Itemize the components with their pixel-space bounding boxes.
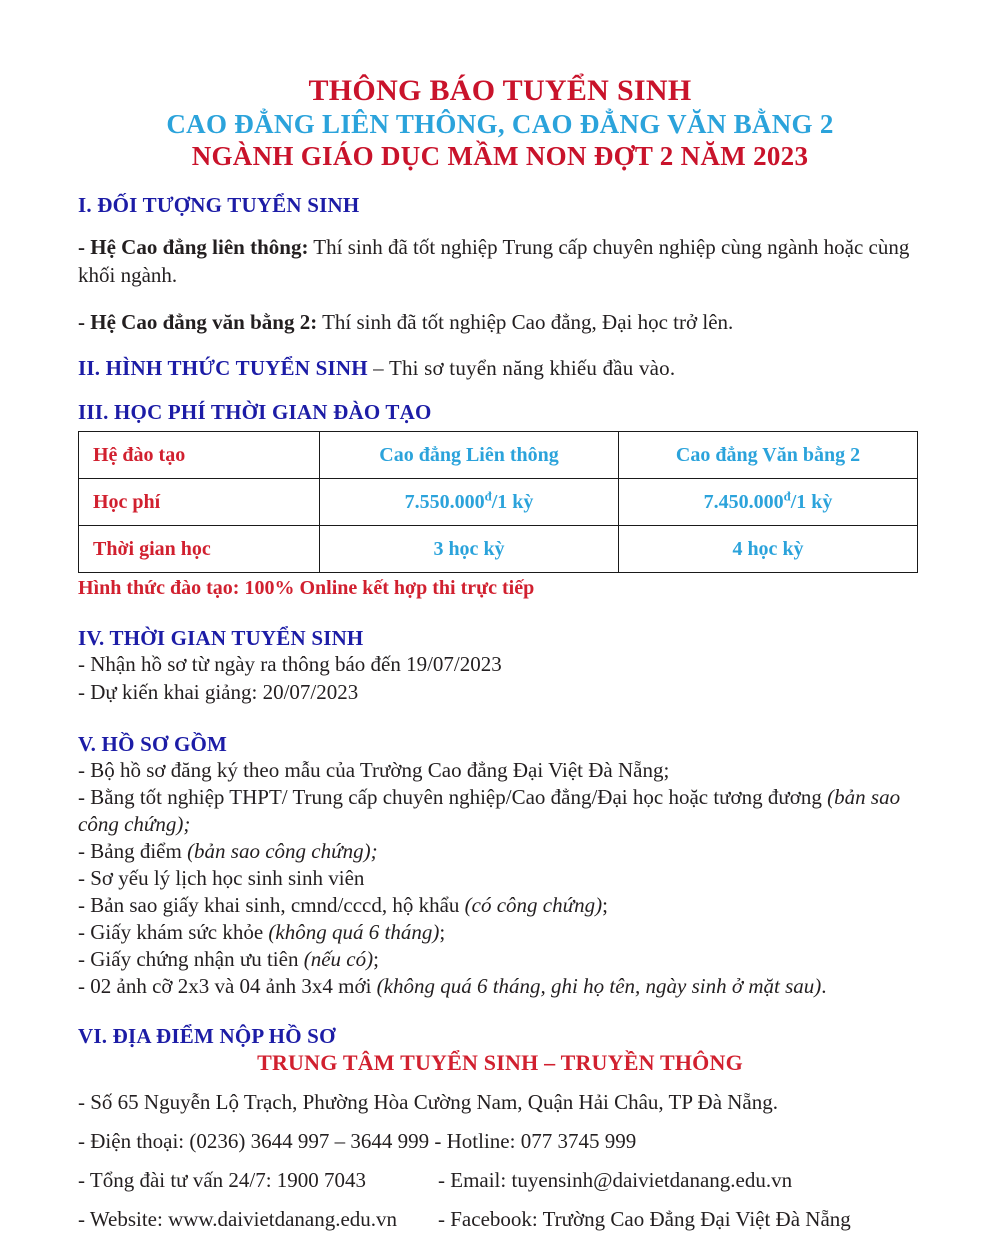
list-item-text: - Giấy khám sức khỏe	[78, 920, 269, 945]
fee-amount-1: 7.550.000	[404, 490, 485, 513]
table-cell-program-2: Cao đẳng Văn bằng 2	[619, 432, 918, 479]
list-item	[78, 757, 922, 784]
list-item	[78, 946, 922, 973]
section-1-item-2-label: - Hệ Cao đẳng văn bằng 2:	[78, 309, 318, 334]
section-3-heading: III. HỌC PHÍ THỜI GIAN ĐÀO TẠO	[78, 400, 432, 425]
list-item-note: (không quá 6 tháng)	[268, 920, 440, 945]
section-6-heading: VI. ĐỊA ĐIỂM NỘP HỒ SƠ	[78, 1024, 336, 1049]
fee-suffix-2: /1 kỳ	[790, 490, 833, 513]
section-4-line-1: - Nhận hồ sơ từ ngày ra thông báo đến 19/07/2023	[78, 652, 502, 677]
section-1-item-1	[78, 234, 922, 290]
list-item-text: - Bảng điểm	[78, 838, 188, 863]
title-line-3: NGÀNH GIÁO DỤC MẦM NON ĐỢT 2 NĂM 2023	[191, 140, 809, 171]
list-item-note: (nếu có)	[303, 947, 374, 972]
list-item	[78, 838, 922, 865]
list-item-text: - Giấy chứng nhận ưu tiên	[78, 947, 304, 972]
list-item-text: - 02 ảnh cỡ 2x3 và 04 ảnh 3x4 mới	[78, 974, 377, 999]
tuition-table	[78, 431, 918, 573]
section-4-line-2: - Dự kiến khai giảng: 20/07/2023	[78, 679, 359, 704]
contact-row-website-facebook	[78, 1207, 922, 1232]
section-1-item-2	[78, 309, 922, 337]
section-5-heading: V. HỒ SƠ GỒM	[78, 731, 228, 756]
table-cell-label: Thời gian học	[79, 526, 320, 573]
fee-amount-2: 7.450.000	[703, 490, 784, 513]
list-item-note: (bản sao công chứng);	[187, 838, 378, 863]
table-cell-fee-1	[320, 479, 619, 526]
list-item-tail: ;	[439, 920, 446, 945]
table-row	[79, 526, 918, 573]
table-cell-fee-2	[619, 479, 918, 526]
list-item-tail: ;	[602, 893, 608, 918]
list-item-text: - Bằng tốt nghiệp THPT/ Trung cấp chuyên nghiệp/Cao đẳng/Đại học hoặc tương đương	[78, 784, 828, 809]
list-item-note: (bản sao công chứng);	[78, 784, 901, 836]
table-cell-duration-1: 3 học kỳ	[320, 526, 619, 573]
currency-symbol-2: đ	[783, 489, 791, 504]
section-4-heading: IV. THỜI GIAN TUYỂN SINH	[78, 626, 364, 651]
section-1-item-2-text: Thí sinh đã tốt nghiệp Cao đẳng, Đại học trở lên.	[317, 309, 734, 334]
title-line-2: CAO ĐẲNG LIÊN THÔNG, CAO ĐẲNG VĂN BẰNG 2	[166, 109, 834, 140]
website-line: - Website: www.daivietdanang.edu.vn	[78, 1207, 398, 1232]
section-2-heading-tail: – Thi sơ tuyển năng khiếu đầu vào.	[367, 356, 676, 381]
list-item	[78, 784, 922, 838]
list-item-tail: ;	[373, 947, 379, 972]
table-cell-duration-2: 4 học kỳ	[619, 526, 918, 573]
list-item-note: (có công chứng)	[464, 893, 603, 918]
address-line: - Số 65 Nguyễn Lộ Trạch, Phường Hòa Cường Nam, Quận Hải Châu, TP Đà Nẵng.	[78, 1090, 779, 1115]
title-line-1: THÔNG BÁO TUYỂN SINH	[308, 74, 692, 107]
table-cell-program-1: Cao đẳng Liên thông	[320, 432, 619, 479]
document-title	[78, 0, 922, 172]
phone-line: - Điện thoại: (0236) 3644 997 – 3644 999 - Hotline: 077 3745 999	[78, 1129, 637, 1154]
table-cell-label: Hệ đào tạo	[79, 432, 320, 479]
section-2-heading-label: II. HÌNH THỨC TUYỂN SINH	[78, 356, 368, 381]
list-item	[78, 919, 922, 946]
section-2-heading	[78, 356, 922, 381]
table-cell-label: Học phí	[79, 479, 320, 526]
list-item	[78, 973, 922, 1000]
facebook-line: - Facebook: Trường Cao Đẳng Đại Việt Đà Nẵng	[438, 1207, 851, 1232]
list-item	[78, 865, 922, 892]
table-row	[79, 432, 918, 479]
contact-row-hotline-email	[78, 1168, 922, 1193]
fee-suffix-1: /1 kỳ	[491, 490, 534, 513]
currency-symbol-1: đ	[484, 489, 492, 504]
list-item-text: - Sơ yếu lý lịch học sinh sinh viên	[78, 865, 365, 890]
training-mode-line: Hình thức đào tạo: 100% Online kết hợp thi trực tiếp	[78, 577, 535, 600]
hotline-24-7: - Tổng đài tư vấn 24/7: 1900 7043	[78, 1168, 367, 1193]
list-item	[78, 892, 922, 919]
table-row	[79, 479, 918, 526]
section-1-heading: I. ĐỐI TƯỢNG TUYỂN SINH	[78, 192, 360, 217]
list-item-text: - Bộ hồ sơ đăng ký theo mẫu của Trường Cao đẳng Đại Việt Đà Nẵng;	[78, 757, 670, 782]
admission-center-title: TRUNG TÂM TUYỂN SINH – TRUYỀN THÔNG	[257, 1050, 743, 1076]
section-1-item-1-label: - Hệ Cao đẳng liên thông:	[78, 234, 309, 259]
list-item-note: (không quá 6 tháng, ghi họ tên, ngày sinh ở mặt sau)	[376, 974, 822, 999]
email-line: - Email: tuyensinh@daivietdanang.edu.vn	[438, 1168, 793, 1193]
section-1-item-1-text: Thí sinh đã tốt nghiệp Trung cấp chuyên nghiệp cùng ngành hoặc cùng khối ngành.	[78, 234, 910, 287]
list-item-tail: .	[821, 974, 827, 999]
list-item-text: - Bản sao giấy khai sinh, cmnd/cccd, hộ khẩu	[78, 893, 465, 918]
